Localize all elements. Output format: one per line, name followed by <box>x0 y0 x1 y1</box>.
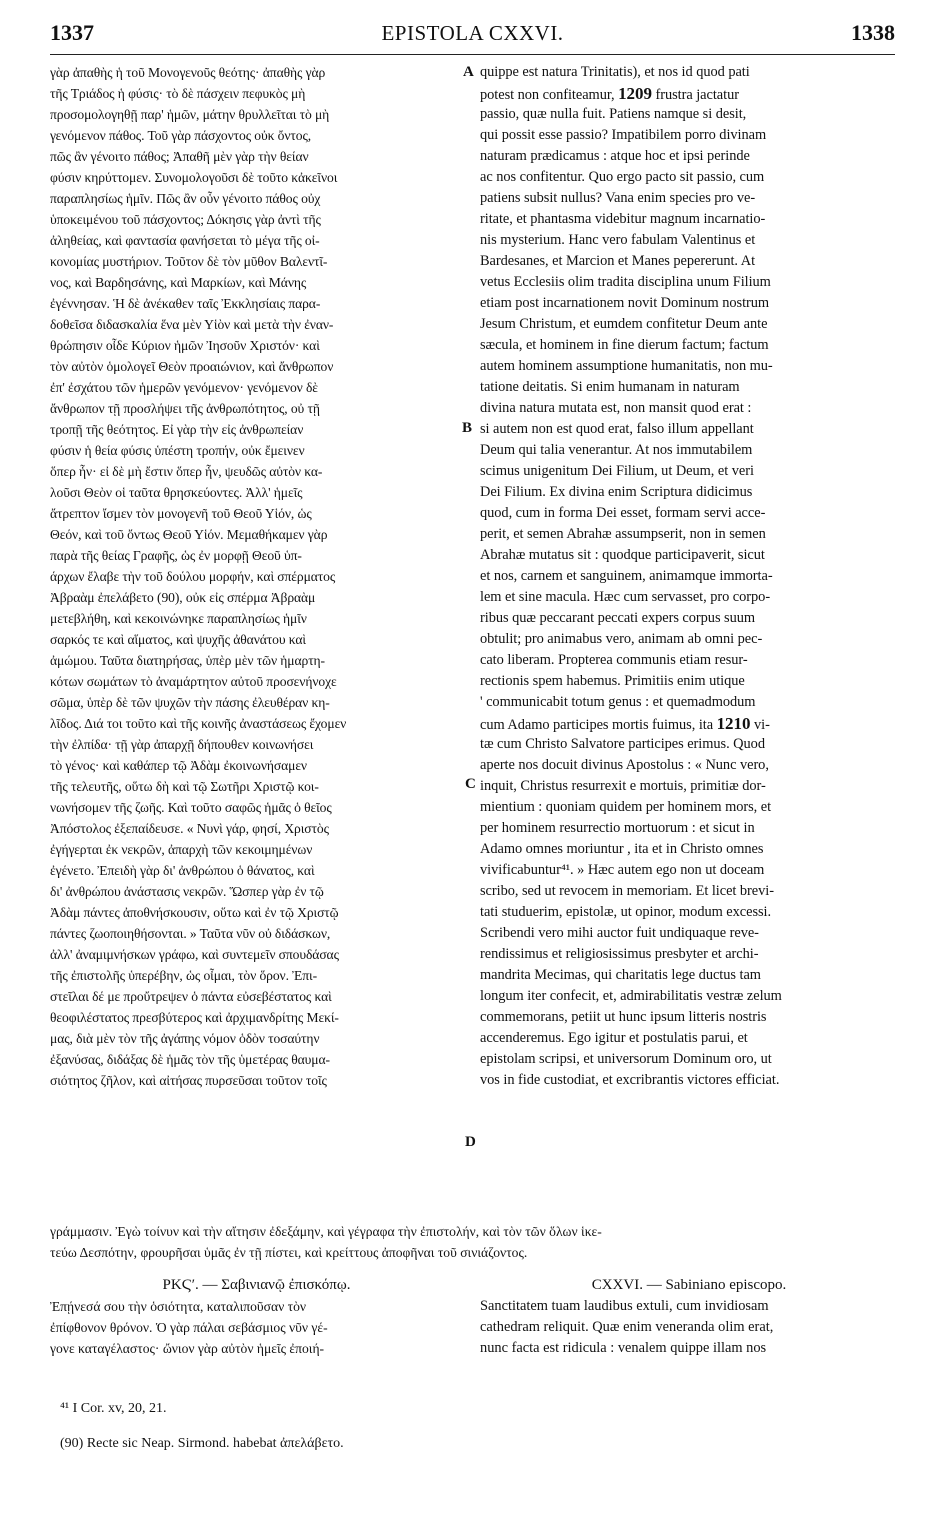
full-width-text <box>50 1221 895 1263</box>
greek-text-line: παρὰ τῆς θείας Γραφῆς, ὡς ἐν μορφῇ Θεοῦ ὑπ- <box>50 548 302 563</box>
letter-greek-section <box>50 1274 463 1359</box>
greek-text-line: θεοφιλέστατος πρεσβύτερος καὶ ἀρχιμανδρίτης Μεκί- <box>50 1010 339 1025</box>
latin-text-line: per hominem resurrectio mortuorum : et sicut in <box>480 820 755 836</box>
latin-text-line: ' communicabit totum genus : et quemadmodum <box>480 694 756 710</box>
letter-latin-section <box>480 1274 898 1359</box>
greek-letter-heading: ΡΚϚʹ. — Σαβινιανῷ ἐπισκόπῳ. <box>162 1277 351 1293</box>
greek-text-line: δοθεῖσα διδασκαλία ἕνα μὲν Υἱὸν καὶ μετὰ τὴν ἐναν- <box>50 317 334 332</box>
running-header <box>50 20 895 55</box>
greek-text-line: γράμμασιν. Ἐγὼ τοίνυν καὶ τὴν αἴτησιν ἐδεξάμην, καὶ γέγραφα τὴν ἐπιστολήν, καὶ τὸν τῶν ὅλων ἱκε- <box>50 1224 602 1239</box>
latin-text-line: rectionis spem habemus. Primitiis enim utique <box>480 673 745 689</box>
latin-text-line: inquit, Christus resurrexit e mortuis, primitiæ dor- <box>480 778 766 794</box>
greek-text-line: νωνήσομεν τῆς ζωῆς. Καὶ τοῦτο σαφῶς ἡμᾶς ὁ θεῖος <box>50 800 332 815</box>
greek-text-line: τεύω Δεσπότην, φρουρῆσαι ὑμᾶς ἐν τῇ πίστει, καὶ κρείττους ἀποφῆναι τοῦ σινιάζοντος. <box>50 1245 528 1260</box>
greek-text-line: τὴν ἐλπίδα· τῇ γὰρ ἀπαρχῇ δήπουθεν κοινωνήσει <box>50 737 314 752</box>
greek-text-line: νος, καὶ Βαρδησάνης, καὶ Μαρκίων, καὶ Μάνης <box>50 275 307 290</box>
latin-text-line: mientium : quoniam quidem per hominem mors, et <box>480 799 772 815</box>
greek-text-line: στεῖλαι δέ με προὔτρεψεν ὁ πάντα εὐσεβέστατος καὶ <box>50 989 332 1004</box>
greek-text-line: ὑποκειμένου τοῦ πάσχοντος; Δόκησις γὰρ ἀντὶ τῆς <box>50 212 321 227</box>
greek-text-line: προσομολογηθῇ παρ' ἡμῶν, μάτην θρυλλεῖται τὸ μὴ <box>50 107 330 122</box>
latin-text-line: rendissimus et religiosissimus presbyter et archi- <box>480 946 759 962</box>
greek-text-line: ἀλλ' ἀναμιμνήσκων γράφω, καὶ συντεμεῖν σπουδάσας <box>50 947 339 962</box>
margin-marker-c: C <box>465 776 476 792</box>
greek-text-line: ἐπίφθονον θρόνον. Ὁ γὰρ πάλαι σεβάσμιος νῦν γέ- <box>50 1320 328 1335</box>
latin-text-line: cum Adamo participes mortis fuimus, ita 1210 vi- <box>480 714 770 733</box>
greek-text-line: σιότητος ζῆλον, καὶ αἰτήσας πυρσεῦσαι τοῦτον τοῖς <box>50 1073 327 1088</box>
latin-text-line: nis mysterium. Hanc vero fabulam Valentinus et <box>480 232 756 248</box>
latin-text-line: Scribendi vero mihi auctor fuit undiquaque reve- <box>480 925 759 941</box>
margin-marker-d: D <box>465 1134 476 1150</box>
greek-text-line: σαρκός τε καὶ αἵματος, καὶ ψυχῆς ἀθανάτου καὶ <box>50 632 306 647</box>
greek-text-line: κότων σωμάτων τὸ ἀναμάρτητον αὐτοῦ προσενήνοχε <box>50 674 337 689</box>
greek-text-line: Ἀδὰμ πάντες ἀποθνήσκουσιν, οὕτω καὶ ἐν τῷ Χριστῷ <box>50 905 339 920</box>
latin-text-line: cato liberam. Propterea communis etiam resur- <box>480 652 748 668</box>
greek-text-line: μας, διὰ μὲν τὸν τῆς ἀγάπης νόμον ὁδὸν τοσαύτην <box>50 1031 320 1046</box>
latin-text-line: commemorans, petiit ut hunc ipsum litteris nostris <box>480 1009 767 1025</box>
greek-text-line: ἄτρεπτον ἴσμεν τὸν μονογενῆ τοῦ Θεοῦ Υἱόν, ὡς <box>50 506 312 521</box>
latin-text-line: obtulit; pro animabus vero, animam ab omni pec- <box>480 631 763 647</box>
latin-text-line: vivificabuntur⁴¹. » Hæc autem ego non ut doceam <box>480 862 765 878</box>
greek-text-line: γὰρ ἀπαθὴς ἡ τοῦ Μονογενοῦς θεότης· ἀπαθὴς γὰρ <box>50 65 326 80</box>
greek-text-line: ἀληθείας, καὶ φαντασία φανήσεται τὸ μέγα τῆς οἰ- <box>50 233 320 248</box>
page-number-left: 1337 <box>50 20 94 45</box>
latin-text-line: si autem non est quod erat, falso illum appellant <box>480 421 754 437</box>
latin-text-line: tati studuerim, epistolæ, ut opinor, modum excessi. <box>480 904 772 920</box>
greek-text-line: μετεβλήθη, καὶ κεκοινώνηκε παραπλησίως ἡμῖν <box>50 611 307 626</box>
greek-text-line: τὸν αὐτὸν ὁμολογεῖ Θεὸν προαιώνιον, καὶ ἄνθρωπον <box>50 359 334 374</box>
greek-text-line: λοῦσι Θεὸν οἱ ταῦτα θρησκεύοντες. Ἀλλ' ἡμεῖς <box>50 485 303 500</box>
greek-text-line: πῶς ἂν γένοιτο πάθος; Ἀπαθῆ μὲν γὰρ τὴν θείαν <box>50 149 309 164</box>
latin-text-line: tæ cum Christo Salvatore participes erimus. Quod <box>480 736 765 752</box>
greek-text-line: σῶμα, ὑπὲρ δὲ τῶν ψυχῶν τὴν πάσης ἐλευθέραν κη- <box>50 695 330 710</box>
latin-text-line: cathedram reliquit. Quæ enim veneranda olim erat, <box>480 1319 774 1335</box>
column-number: 1210 <box>716 714 751 733</box>
greek-text-line: τῆς ἐπιστολῆς ὑπερέβην, ὡς οἶμαι, τὸν ὅρον. Ἐπι- <box>50 968 318 983</box>
latin-letter-heading: CXXVI. — Sabiniano episcopo. <box>591 1277 787 1293</box>
latin-text-line: quippe est natura Trinitatis), et nos id quod pati <box>480 64 750 80</box>
greek-text-line: πάντες ζωοποιηθήσονται. » Ταῦτα νῦν οὐ διδάσκων, <box>50 926 331 941</box>
latin-text-line: passio, quæ nulla fuit. Patiens namque si desit, <box>480 106 747 122</box>
latin-text-line: Adamo omnes moriuntur , ita et in Christo omnes <box>480 841 764 857</box>
latin-text-line: divina natura mutata est, non mansit quod erat : <box>480 400 752 416</box>
greek-text-line: άρχων ἔλαβε τὴν τοῦ δούλου μορφήν, καὶ σπέρματος <box>50 569 336 584</box>
greek-text-line: θρώπησιν οἶδε Κύριον ἡμῶν Ἰησοῦν Χριστόν· καὶ <box>50 338 320 353</box>
latin-text-line: potest non confiteamur, 1209 frustra jactatur <box>480 84 739 103</box>
latin-text-line: naturam prædicamus : atque hoc et ipsi perinde <box>480 148 750 164</box>
footnote-41: ⁴¹ I Cor. xv, 20, 21. <box>60 1401 167 1416</box>
latin-text-line: scribo, sed ut revocem in memoriam. Et licet brevi- <box>480 883 774 899</box>
latin-text-line: perit, et semen Abrahæ assumpserit, non in semen <box>480 526 766 542</box>
margin-marker-b: B <box>462 420 473 436</box>
latin-column <box>480 62 898 1091</box>
latin-text-line: nunc facta est ridicula : venalem quippe illam nos <box>480 1340 767 1356</box>
latin-text-line: epistolam scripsi, et universorum Dominum oro, ut <box>480 1051 772 1067</box>
greek-text-line: τῆς Τριάδος ἡ φύσις· τὸ δὲ πάσχειν πεφυκὸς μὴ <box>50 86 306 101</box>
greek-text-line: ἐξανύσας, διδάξας δὲ ἡμᾶς τὸν τῆς ὑμετέρας θαυμα- <box>50 1052 330 1067</box>
greek-text-line: δι' ἀνθρώπου ἀνάστασις νεκρῶν. Ὥσπερ γὰρ ἐν τῷ <box>50 884 324 899</box>
latin-text-line: et nos, carnem et sanguinem, animamque immorta- <box>480 568 773 584</box>
latin-text-line: Sanctitatem tuam laudibus extuli, cum invidiosam <box>480 1298 769 1314</box>
greek-text-line: Ἐπῄνεσά σου τὴν ὁσιότητα, καταλιποῦσαν τὸν <box>50 1299 307 1314</box>
column-number: 1209 <box>618 84 652 103</box>
greek-text-line: Ἀπόστολος ἐξεπαίδευσε. « Νυνὶ γάρ, φησί, Χριστὸς <box>50 821 329 836</box>
greek-text-line: γενόμενον πάθος. Τοῦ γὰρ πάσχοντος οὐκ ὄντος, <box>50 128 312 143</box>
latin-text-line: Abrahæ mutatus sit : quodque participaverit, sicut <box>480 547 765 563</box>
greek-text-line: ἐγήγερται ἐκ νεκρῶν, ἀπαρχὴ τῶν κεκοιμημένων <box>50 842 313 857</box>
latin-text-line: Deum qui talia venerantur. At nos immutabilem <box>480 442 753 458</box>
margin-marker-a: A <box>463 64 474 80</box>
latin-text-line: sæcula, et hominem in fine dierum factum; factum <box>480 337 769 353</box>
latin-text-line: qui possit esse passio? Impatibilem porro divinam <box>480 127 767 143</box>
latin-text-line: scimus unigenitum Dei Filium, ut Deum, et veri <box>480 463 754 479</box>
greek-text-line: φύσιν ἡ θεία φύσις ὑπέστη τροπήν, οὐκ ἔμεινεν <box>50 443 305 458</box>
latin-text-line: ribus quæ peccarant peccati expers corpus suum <box>480 610 756 626</box>
latin-text-line: vetus Ecclesiis olim tradita disciplina unum Filium <box>480 274 771 290</box>
greek-text-line: παραπλησίως ἡμῖν. Πῶς ἂν οὖν γένοιτο πάθος οὐχ <box>50 191 321 206</box>
greek-text-line: φύσιν κηρύττομεν. Συνομολογοῦσι δὲ τοῦτο κἀκεῖνοι <box>50 170 338 185</box>
footnote-90: (90) Recte sic Neap. Sirmond. habebat ἀπελάβετο. <box>60 1436 344 1451</box>
greek-text-line: τροπῇ τῆς θεότητος. Εἰ γὰρ τὴν εἰς ἀνθρωπείαν <box>50 422 304 437</box>
latin-text-line: aperte nos docuit divinus Apostolus : « Nunc vero, <box>480 757 769 773</box>
greek-text-line: ὅπερ ἦν· εἰ δὲ μὴ ἔστιν ὅπερ ἦν, ψευδῶς αὐτὸν κα- <box>50 464 323 479</box>
latin-text-line: autem hominem assumptione humanitatis, non mu- <box>480 358 773 374</box>
greek-text-line: Θεόν, καὶ τοῦ ὄντως Θεοῦ Υἱόν. Μεμαθήκαμεν γὰρ <box>50 527 328 542</box>
latin-text-line: tatione deitatis. Si enim humanam in naturam <box>480 379 740 395</box>
latin-text-line: vos in fide custodiat, et excribrantis victores efficiat. <box>480 1072 780 1088</box>
greek-text-line: ἀμώμου. Ταῦτα διατηρήσας, ὑπὲρ μὲν τῶν ἡμαρτη- <box>50 653 325 668</box>
greek-text-line: γονε καταγέλαστος· ὤνιον γὰρ αὐτὸν ἡμεῖς ἐποιή- <box>50 1341 325 1356</box>
latin-text-line: accenderemus. Ego igitur et postulatis parui, et <box>480 1030 748 1046</box>
greek-text-line: ἐγέννησαν. Ἡ δὲ ἀνέκαθεν ταῖς Ἐκκλησίαις παρα- <box>50 296 321 311</box>
latin-text-line: Bardesanes, et Marcion et Manes pepererunt. At <box>480 253 756 269</box>
page-number-right: 1338 <box>851 20 895 45</box>
latin-text-line: mandrita Mecimas, qui charitatis lege ductus tam <box>480 967 761 983</box>
latin-letter-text <box>480 1296 898 1359</box>
latin-text-line: ritate, et phantasma videbitur magnum incarnatio- <box>480 211 766 227</box>
greek-text-line: Ἀβραὰμ ἐπελάβετο (90), οὐκ εἰς σπέρμα Ἀβραὰμ <box>50 590 316 605</box>
latin-text-line: ac nos confitentur. Quo ergo pacto sit passio, cum <box>480 169 765 185</box>
latin-text-line: longum iter confecit, et, admirabilitatis vestræ zelum <box>480 988 782 1004</box>
greek-text-line: ἐγένετο. Ἐπειδὴ γὰρ δι' ἀνθρώπου ὁ θάνατος, καὶ <box>50 863 315 878</box>
latin-text-line: quod, cum in forma Dei esset, formam servi acce- <box>480 505 766 521</box>
greek-letter-text <box>50 1296 463 1359</box>
latin-text-line: Dei Filium. Ex divina enim Scriptura didicimus <box>480 484 753 500</box>
greek-text-line: κονομίας μυστήριον. Τοῦτον δὲ τὸν μῦθον Βαλεντῖ- <box>50 254 328 269</box>
running-title: EPISTOLA CXXVI. <box>381 21 564 45</box>
latin-text-line: Jesum Christum, et eumdem confitetur Deum ante <box>480 316 768 332</box>
greek-text-line: ἄνθρωπον τῇ προσλήψει τῆς ἀνθρωπότητος, οὐ τῇ <box>50 401 320 416</box>
greek-text-line: ἐπ' ἐσχάτου τῶν ἡμερῶν γενόμενον· γενόμενον δὲ <box>50 380 318 395</box>
latin-text-line: etiam post incarnationem novit Dominum nostrum <box>480 295 770 311</box>
latin-text-line: lem et sine macula. Hæc cum servasset, pro corpo- <box>480 589 771 605</box>
greek-text-line: λῖδος. Διά τοι τοῦτο καὶ τῆς κοινῆς ἀναστάσεως ἔχομεν <box>50 716 347 731</box>
latin-text-line: patiens subsit nullus? Vana enim species pro ve- <box>480 190 756 206</box>
greek-text-line: τὸ γένος· καὶ καθάπερ τῷ Ἀδὰμ ἐκοινωνήσαμεν <box>50 758 307 773</box>
greek-text-line: τῆς τελευτῆς, οὕτω δὴ καὶ τῷ Σωτῆρι Χριστῷ κοι- <box>50 779 319 794</box>
greek-column <box>50 62 463 1091</box>
